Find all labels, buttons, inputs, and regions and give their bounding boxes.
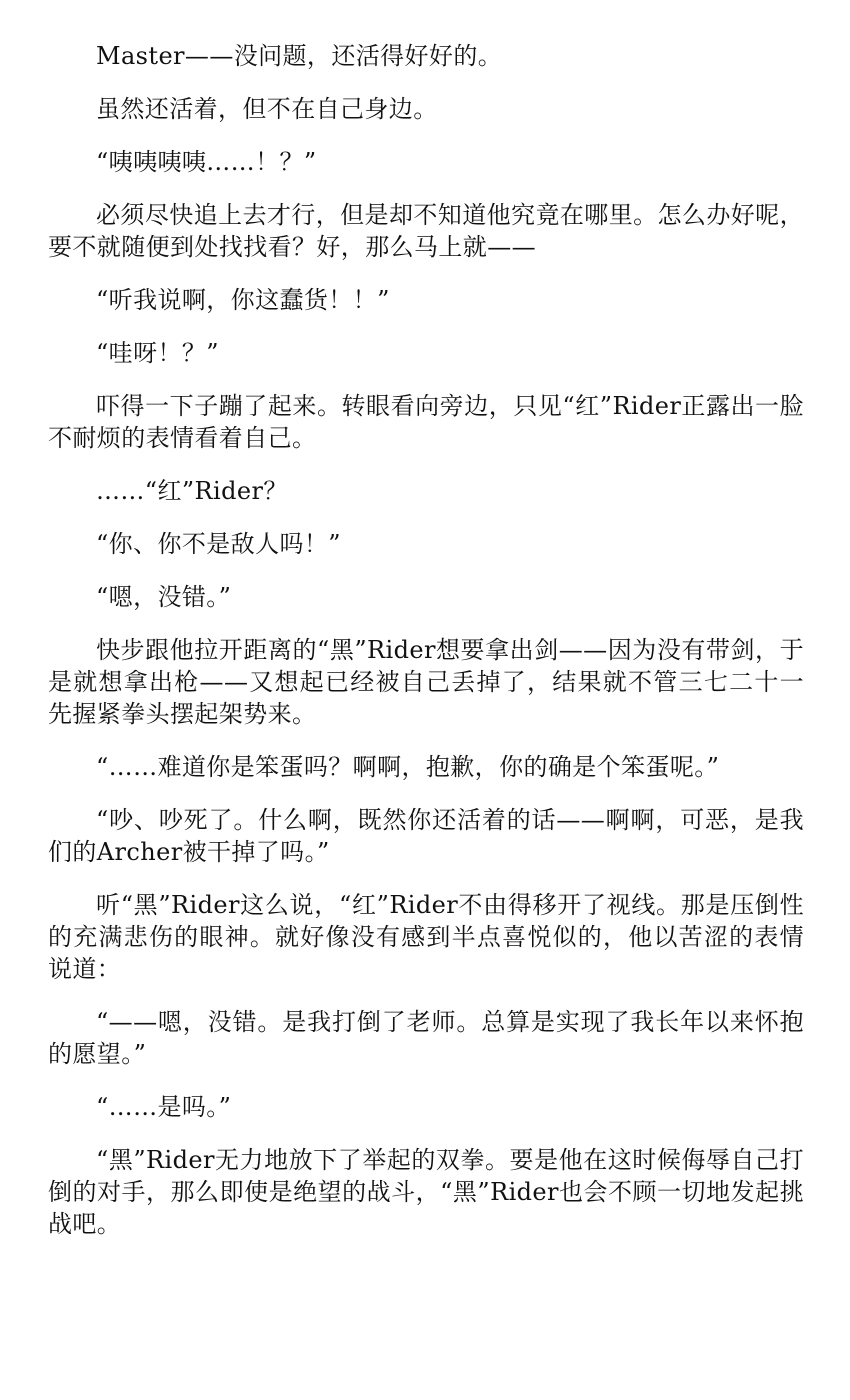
paragraph: Master——没问题，还活得好好的。 <box>96 42 503 70</box>
paragraph: “听我说啊，你这蠢货！！” <box>96 286 390 314</box>
paragraph: 虽然还活着，但不在自己身边。 <box>96 95 438 123</box>
paragraph: 快步跟他拉开距离的“黑”Rider想要拿出剑——因为没有带剑，于是就想拿出枪——又想起已经被自己丢掉了，结果就不管三七二十一先握紧拳头摆起架势来。 <box>48 636 804 728</box>
paragraph: 听“黑”Rider这么说，“红”Rider不由得移开了视线。那是压倒性的充满悲伤的眼神。就好像没有感到半点喜悦似的，他以苦涩的表情说道： <box>48 891 804 983</box>
paragraph: “——嗯，没错。是我打倒了老师。总算是实现了我长年以来怀抱的愿望。” <box>48 1008 804 1068</box>
paragraph: “嗯，没错。” <box>96 583 232 611</box>
paragraph: “吵、吵死了。什么啊，既然你还活着的话——啊啊，可恶，是我们的Archer被干掉了吗。” <box>48 806 804 866</box>
paragraph: “……是吗。” <box>96 1093 232 1121</box>
paragraph: “黑”Rider无力地放下了举起的双拳。要是他在这时候侮辱自己打倒的对手，那么即使是绝望的战斗，“黑”Rider也会不顾一切地发起挑战吧。 <box>48 1146 804 1238</box>
paragraph: 必须尽快追上去才行，但是却不知道他究竟在哪里。怎么办好呢，要不就随便到处找找看？好，那么马上就—— <box>48 201 804 261</box>
paragraph: “咦咦咦咦……！？” <box>96 148 317 176</box>
document-body <box>48 40 804 1261</box>
paragraph: ……“红”Rider？ <box>96 477 288 505</box>
paragraph: “……难道你是笨蛋吗？啊啊，抱歉，你的确是个笨蛋呢。” <box>96 753 720 781</box>
paragraph: “哇呀！？” <box>96 339 219 367</box>
paragraph: 吓得一下子蹦了起来。转眼看向旁边，只见“红”Rider正露出一脸不耐烦的表情看着自己。 <box>48 392 804 452</box>
paragraph: “你、你不是敌人吗！” <box>96 530 341 558</box>
